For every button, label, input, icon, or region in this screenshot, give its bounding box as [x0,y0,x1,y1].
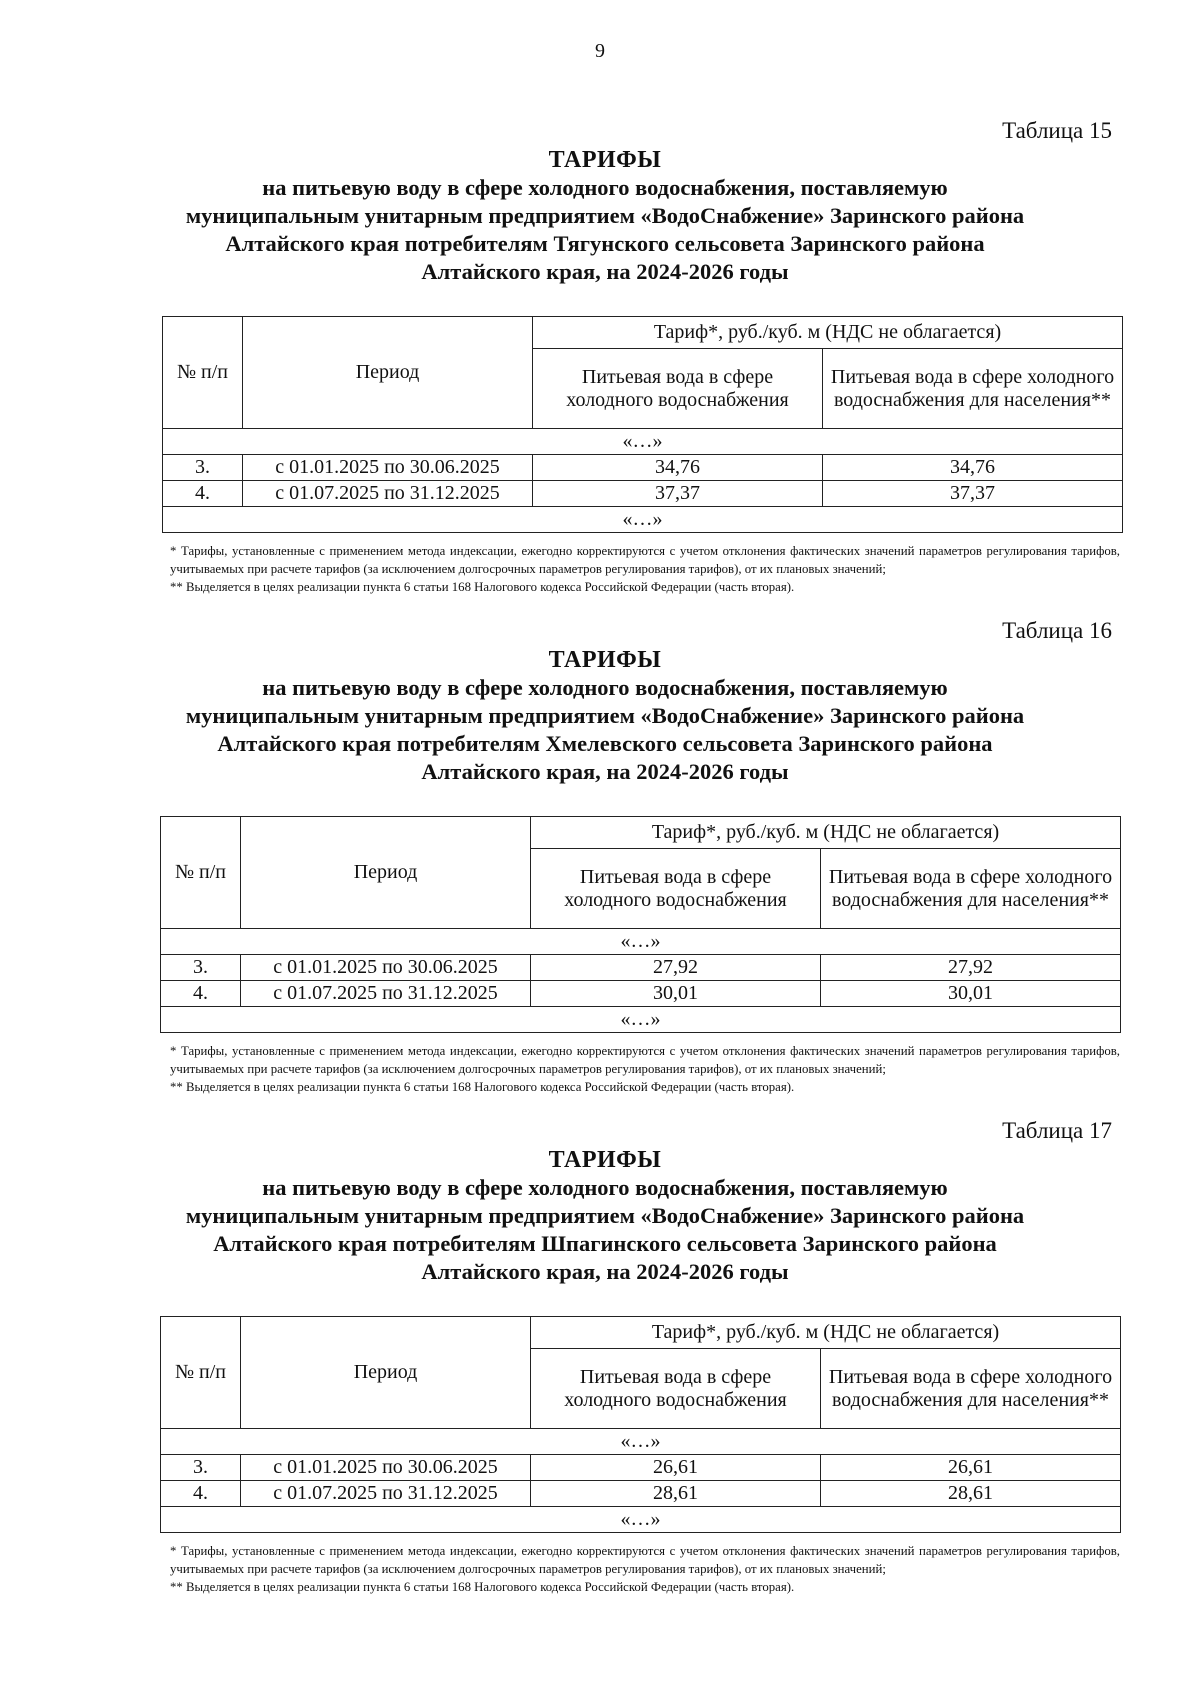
header-tariff-group: Тариф*, руб./куб. м (НДС не облагается) [531,817,1121,849]
row-period: с 01.01.2025 по 30.06.2025 [241,1455,531,1481]
table-title: ТАРИФЫ [548,647,662,673]
subtitle-line: Алтайского края, на 2024-2026 годы [421,259,789,284]
header-col1: Питьевая вода в сфере холодного водоснабжения [531,1349,821,1429]
tariff-table [162,316,1123,533]
table-row [161,955,1121,981]
table-row [161,1455,1121,1481]
footnote-1: * Тарифы, установленные с применением метода индексации, ежегодно корректируются с учетом отклонения фактических значений параметров регулирования тарифов, учитываемых при расчете тарифов (за исключением долгосрочных параметров регулирования тарифов), от их плановых значений; [170,544,1120,576]
subtitle-line: на питьевую воду в сфере холодного водоснабжения, поставляемую [262,175,948,200]
row-value-1: 26,61 [531,1455,821,1481]
row-value-2: 28,61 [821,1481,1121,1507]
table-label: Таблица 17 [1002,1118,1112,1143]
subtitle-line: Алтайского края потребителям Хмелевского сельсовета Заринского района [217,731,993,756]
footnote-2: ** Выделяется в целях реализации пункта 6 статьи 168 Налогового кодекса Российской Федерации (часть вторая). [170,1580,795,1594]
subtitle-line: муниципальным унитарным предприятием «ВодоСнабжение» Заринского района [185,1203,1025,1228]
header-tariff-group: Тариф*, руб./куб. м (НДС не облагается) [531,1317,1121,1349]
row-value-1: 28,61 [531,1481,821,1507]
row-num: 4. [161,1481,241,1507]
row-period: с 01.07.2025 по 31.12.2025 [241,981,531,1007]
table-title: ТАРИФЫ [548,147,662,173]
header-num: № п/п [163,317,243,429]
ellipsis-row: «…» [161,1429,1121,1455]
header-col1: Питьевая вода в сфере холодного водоснабжения [533,349,823,429]
table-title: ТАРИФЫ [548,1147,662,1173]
table-title-block [160,146,1050,286]
subtitle-line: Алтайского края, на 2024-2026 годы [421,759,789,784]
subtitle-line: на питьевую воду в сфере холодного водоснабжения, поставляемую [262,675,948,700]
table-label: Таблица 16 [1002,618,1112,643]
subtitle-line: Алтайского края потребителям Шпагинского сельсовета Заринского района [213,1231,997,1256]
row-value-2: 26,61 [821,1455,1121,1481]
table-title-block [160,646,1050,786]
ellipsis-row: «…» [163,429,1123,455]
table-row [161,1481,1121,1507]
row-num: 3. [161,955,241,981]
row-num: 4. [161,981,241,1007]
row-period: с 01.07.2025 по 31.12.2025 [243,481,533,507]
footnotes [170,1542,1120,1596]
row-num: 3. [163,455,243,481]
page-number: 9 [595,40,605,62]
ellipsis-row: «…» [161,1007,1121,1033]
subtitle-line: на питьевую воду в сфере холодного водоснабжения, поставляемую [262,1175,948,1200]
row-value-2: 27,92 [821,955,1121,981]
row-value-2: 30,01 [821,981,1121,1007]
table-title-block [160,1146,1050,1286]
header-col2: Питьевая вода в сфере холодного водоснабжения для населения** [821,1349,1121,1429]
footnote-1: * Тарифы, установленные с применением метода индексации, ежегодно корректируются с учетом отклонения фактических значений параметров регулирования тарифов, учитываемых при расчете тарифов (за исключением долгосрочных параметров регулирования тарифов), от их плановых значений; [170,1544,1120,1576]
footnote-2: ** Выделяется в целях реализации пункта 6 статьи 168 Налогового кодекса Российской Федерации (часть вторая). [170,580,795,594]
row-num: 3. [161,1455,241,1481]
subtitle-line: муниципальным унитарным предприятием «ВодоСнабжение» Заринского района [185,203,1025,228]
row-num: 4. [163,481,243,507]
row-period: с 01.01.2025 по 30.06.2025 [241,955,531,981]
row-value-1: 34,76 [533,455,823,481]
header-num: № п/п [161,1317,241,1429]
tariff-table [160,816,1121,1033]
footnotes [170,542,1120,596]
footnotes [170,1042,1120,1096]
footnote-1: * Тарифы, установленные с применением метода индексации, ежегодно корректируются с учетом отклонения фактических значений параметров регулирования тарифов, учитываемых при расчете тарифов (за исключением долгосрочных параметров регулирования тарифов), от их плановых значений; [170,1044,1120,1076]
subtitle-line: муниципальным унитарным предприятием «ВодоСнабжение» Заринского района [185,703,1025,728]
ellipsis-row: «…» [163,507,1123,533]
row-value-1: 30,01 [531,981,821,1007]
header-col2: Питьевая вода в сфере холодного водоснабжения для населения** [821,849,1121,929]
subtitle-line: Алтайского края потребителям Тягунского сельсовета Заринского района [225,231,985,256]
header-col1: Питьевая вода в сфере холодного водоснабжения [531,849,821,929]
row-value-1: 27,92 [531,955,821,981]
header-col2: Питьевая вода в сфере холодного водоснабжения для населения** [823,349,1123,429]
table-row [163,481,1123,507]
table-row [163,455,1123,481]
footnote-2: ** Выделяется в целях реализации пункта 6 статьи 168 Налогового кодекса Российской Федерации (часть вторая). [170,1080,795,1094]
subtitle-line: Алтайского края, на 2024-2026 годы [421,1259,789,1284]
row-value-2: 34,76 [823,455,1123,481]
ellipsis-row: «…» [161,929,1121,955]
row-value-2: 37,37 [823,481,1123,507]
header-period: Период [243,317,533,429]
row-value-1: 37,37 [533,481,823,507]
row-period: с 01.01.2025 по 30.06.2025 [243,455,533,481]
header-tariff-group: Тариф*, руб./куб. м (НДС не облагается) [533,317,1123,349]
ellipsis-row: «…» [161,1507,1121,1533]
row-period: с 01.07.2025 по 31.12.2025 [241,1481,531,1507]
header-period: Период [241,817,531,929]
tariff-table [160,1316,1121,1533]
header-num: № п/п [161,817,241,929]
header-period: Период [241,1317,531,1429]
table-label: Таблица 15 [1002,118,1112,143]
table-row [161,981,1121,1007]
